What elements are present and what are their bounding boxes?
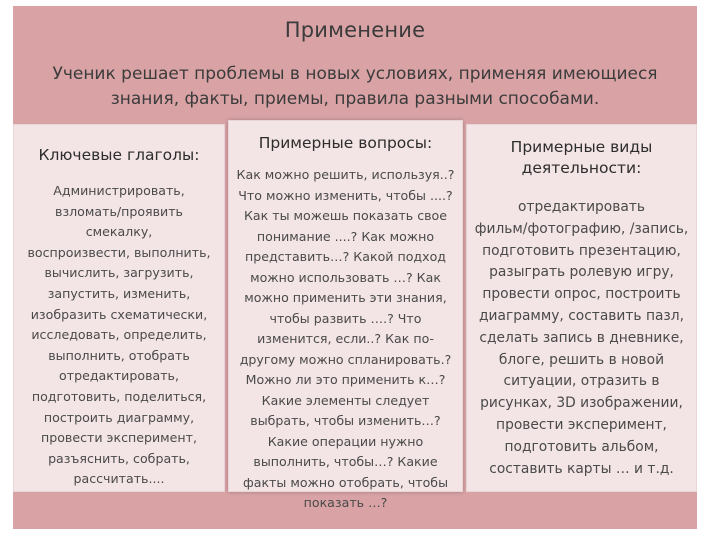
column-sample-activities: [466, 124, 697, 492]
column-body-key-verbs: [14, 181, 224, 490]
slide-subtitle: Ученик решает проблемы в новых условиях, применяя имеющиеся знания, факты, приемы, правила разными способами.: [52, 64, 658, 109]
slide-header: [13, 6, 697, 120]
column-sample-questions: [228, 120, 463, 510]
verb-line: взломать/проявить смекалку,: [55, 203, 183, 240]
verb-line: отредактировать,: [59, 368, 179, 384]
column-body-sample-activities: [467, 197, 696, 480]
activity-line: рисунках, 3D изображении,: [480, 395, 683, 412]
activity-line: ситуации, отразить в: [503, 373, 660, 390]
heading-line: Примерные виды: [510, 138, 653, 156]
question-line: Как ты можешь показать свое: [243, 208, 448, 223]
question-line: Какие операции нужно: [267, 433, 424, 449]
slide-title: Применение: [284, 18, 426, 42]
question-line: выполнить, чтобы…? Какие: [253, 454, 438, 469]
verb-line: подготовить, поделиться,: [31, 388, 207, 404]
activity-line: сделать запись в дневнике,: [479, 329, 684, 346]
question-line: Можно ли это применить к…?: [245, 372, 446, 387]
activity-line: диаграмму, составить пазл,: [479, 307, 684, 324]
verb-line: построить диаграмму,: [43, 409, 195, 425]
verb-line: разъяснить, собрать,: [48, 450, 190, 466]
slide: [13, 6, 697, 529]
activity-line: разыграть ролевую игру,: [489, 264, 674, 281]
question-line: факты можно отобрать, чтобы: [242, 474, 449, 490]
column-heading-sample-questions: Примерные вопросы:: [258, 134, 433, 152]
verb-line: воспроизвести, выполнить,: [27, 244, 211, 260]
question-line: изменится, если..? Как по-: [257, 331, 434, 346]
verb-line: запустить, изменить,: [47, 285, 191, 301]
question-line: чтобы развить ….? Что: [269, 310, 422, 326]
column-key-verbs: [13, 124, 225, 492]
question-line: можно использовать …? Как: [250, 269, 441, 285]
verb-line: выполнить, отобрать: [48, 347, 190, 363]
question-line: Что можно изменить, чтобы ....?: [238, 187, 453, 203]
verb-line: вычислить, загрузить,: [44, 265, 194, 281]
activity-line: подготовить презентацию,: [482, 242, 681, 259]
question-line: показать …?: [303, 495, 388, 510]
question-line: выбрать, чтобы изменить…?: [250, 413, 441, 428]
activity-line: отредактировать: [517, 199, 645, 215]
activity-line: провести эксперимент,: [496, 416, 667, 433]
activity-line: провести опрос, построить: [482, 286, 681, 303]
activity-line: блоге, решить в новой: [498, 351, 665, 368]
heading-line: деятельности:: [521, 159, 642, 177]
column-heading-sample-activities: [467, 137, 696, 179]
activity-line: фильм/фотографию, /запись,: [474, 220, 689, 237]
question-line: Как можно решить, используя..?: [236, 167, 455, 182]
verb-line: Администрировать,: [53, 183, 185, 198]
verb-line: изобразить схематически,: [30, 306, 208, 322]
question-line: другому можно спланировать.?: [239, 351, 452, 367]
column-body-sample-questions: [229, 165, 462, 514]
question-line: понимание ....? Как можно: [256, 228, 435, 244]
verb-line: провести эксперимент,: [41, 430, 197, 446]
activity-line: составить карты … и т.д.: [489, 460, 674, 477]
verb-line: исследовать, определить,: [31, 327, 207, 343]
activity-line: подготовить альбом,: [504, 438, 659, 455]
question-line: Какие элементы следует: [261, 392, 430, 408]
verb-line: рассчитать....: [73, 471, 165, 487]
question-line: представить…? Какой подход: [245, 249, 446, 264]
question-line: можно применить эти знания,: [244, 290, 447, 305]
column-heading-key-verbs: Ключевые глаголы:: [38, 146, 200, 164]
